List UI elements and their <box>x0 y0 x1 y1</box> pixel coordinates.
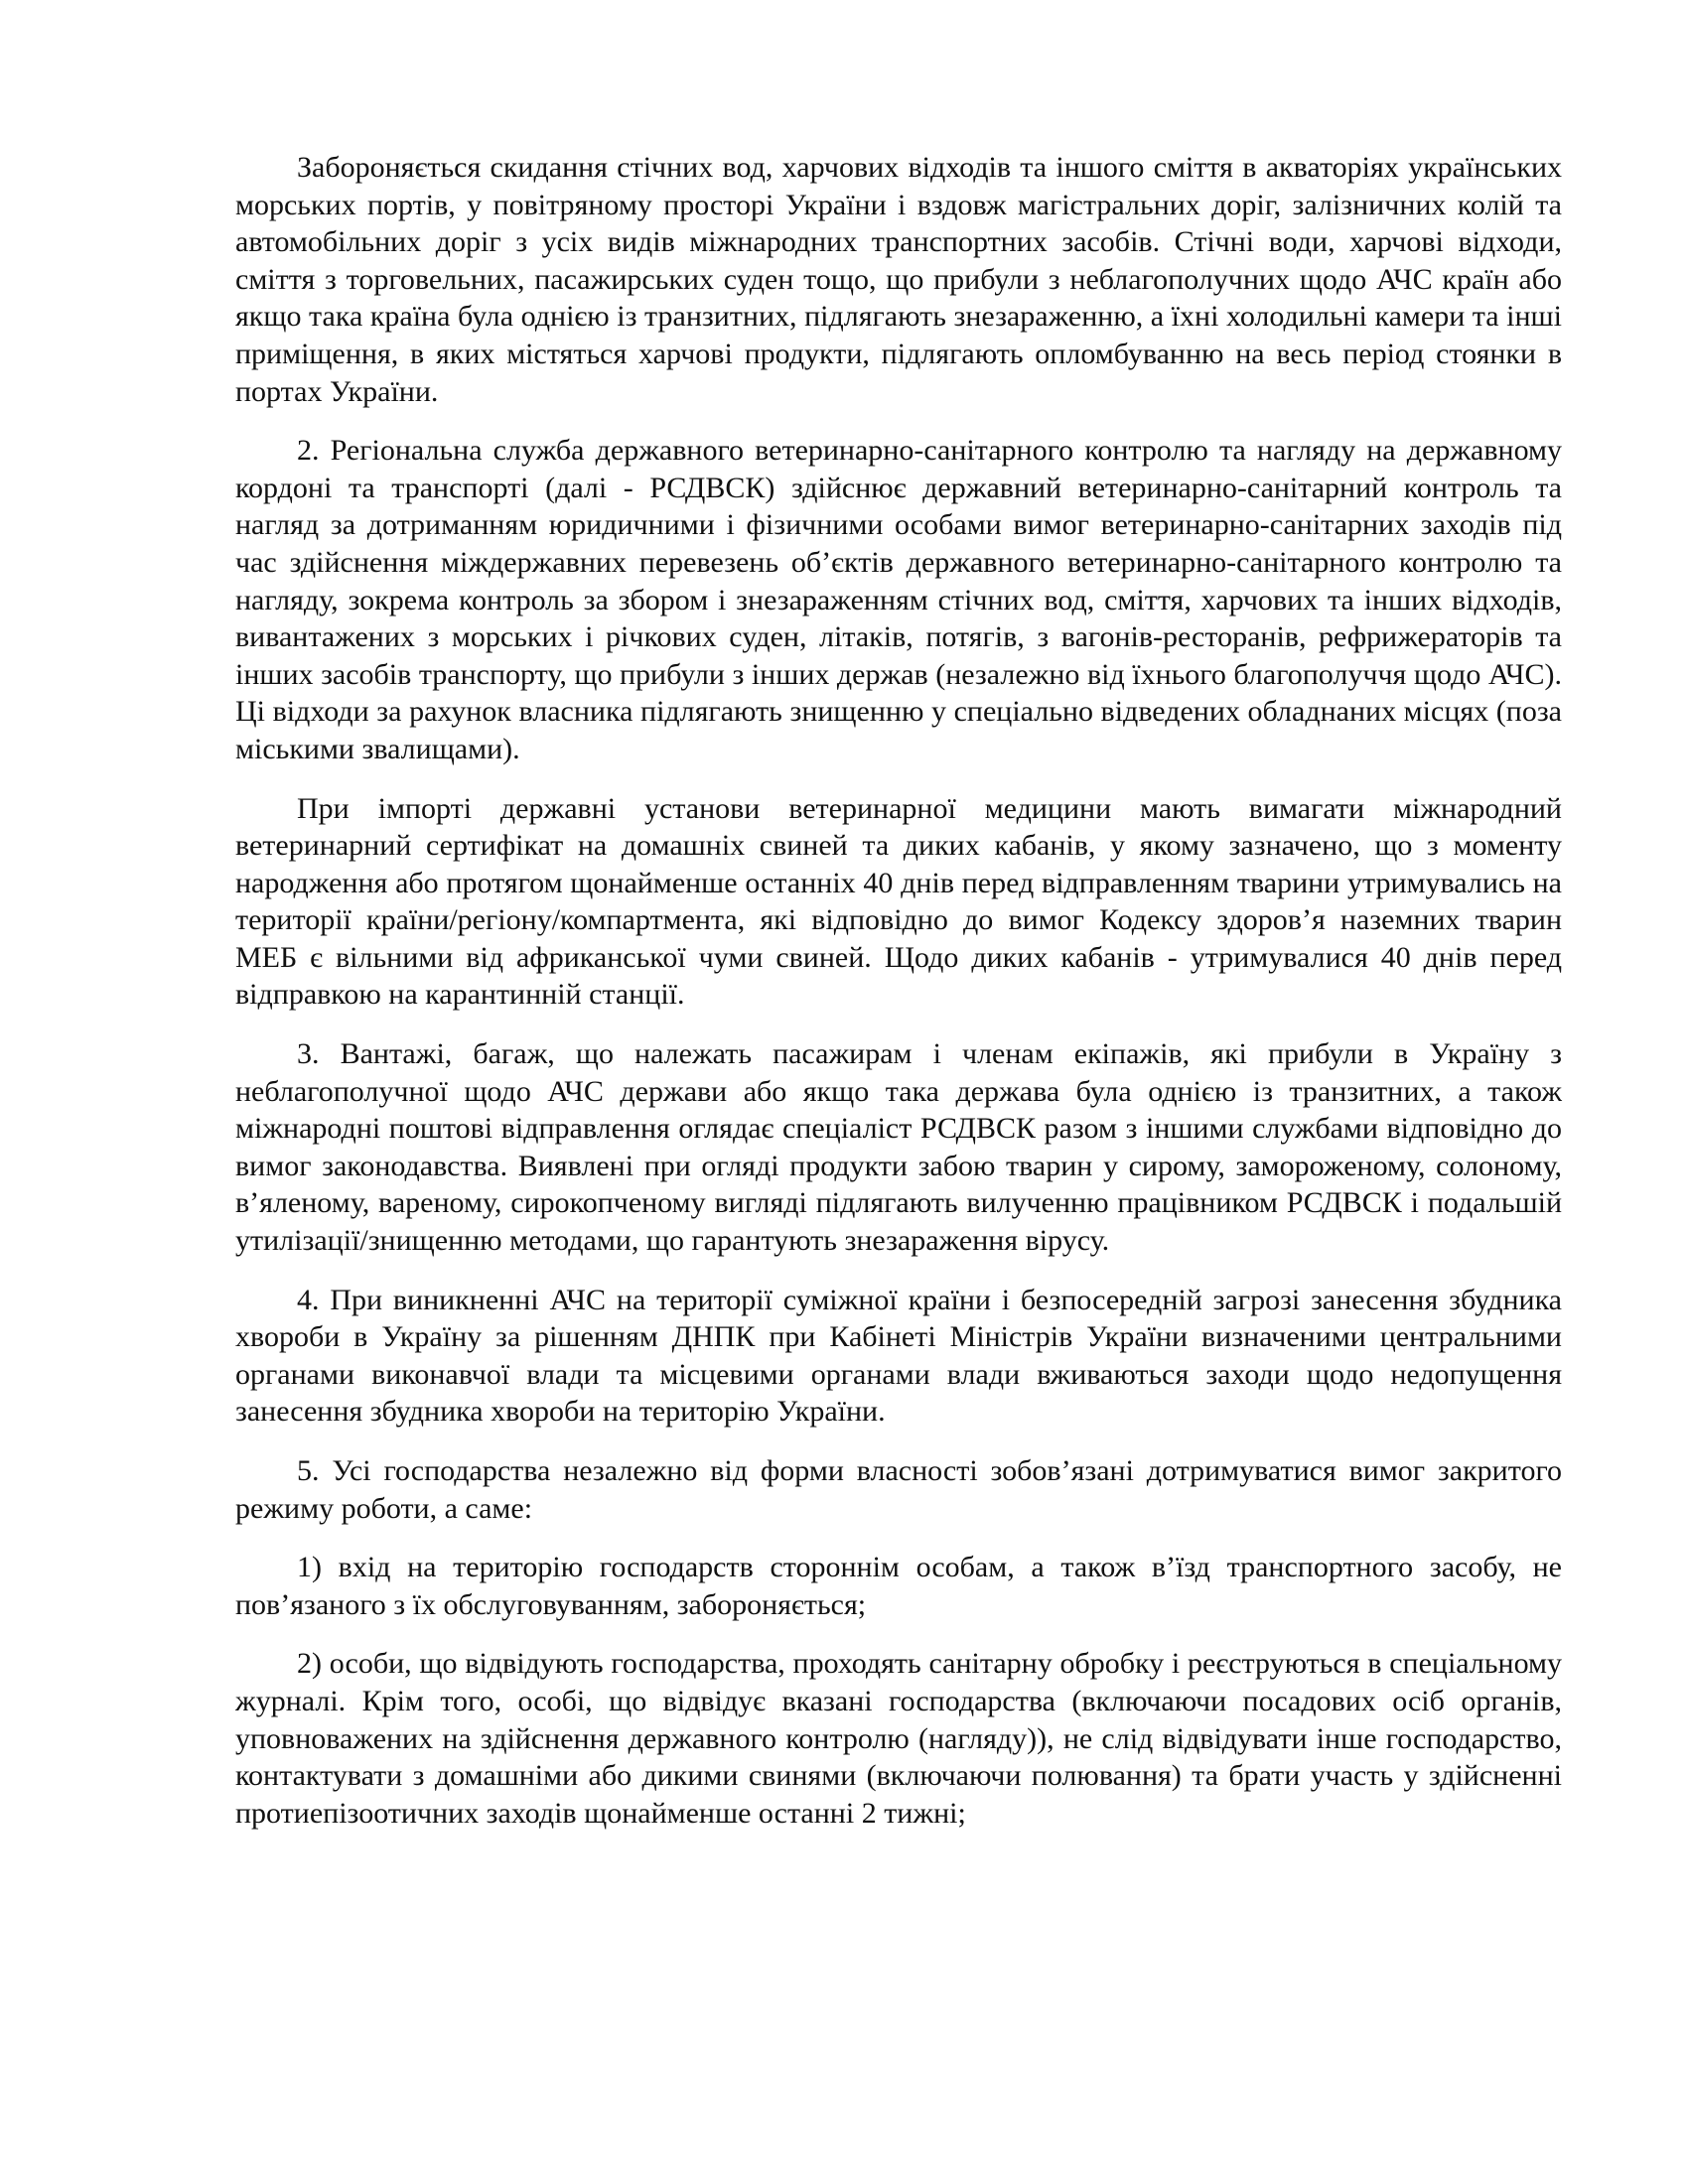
paragraph-import-certificate: При імпорті державні установи ветеринарної медицини мають вимагати міжнародний ветеринарний сертифікат на домашніх свиней та диких кабанів, у якому зазначено, що з моменту народження або протягом щонайменше останніх 40 днів перед відправленням тварини утримувались на території країни/регіону/компартмента, які відповідно до вимог Кодексу здоров’я наземних тварин МЕБ є вільними від африканської чуми свиней. Щодо диких кабанів - утримувалися 40 днів перед відправкою на карантинній станції. <box>235 791 1562 1012</box>
paragraph-5-2-visitors: 2) особи, що відвідують господарства, проходять санітарну обробку і реєструються в спеціальному журналі. Крім того, особі, що відвідує вказані господарства (включаючи посадових осіб органів, уповноважених на здійснення державного контролю (нагляду)), не слід відвідувати інше господарство, контактувати з домашніми або дикими свинями (включаючи полювання) та брати участь у здійсненні протиепізоотичних заходів щонайменше останні 2 тижні; <box>235 1647 1562 1830</box>
paragraph-3-cargo-inspection: 3. Вантажі, багаж, що належать пасажирам і членам екіпажів, які прибули в Україну з неблагополучної щодо АЧС держави або якщо така держава була однією із транзитних, а також міжнародні поштові відправлення оглядає спеціаліст РСДВСК разом з іншими службами відповідно до вимог законодавства. Виявлені при огляді продукти забою тварин у сирому, замороженому, солоному, в’яленому, вареному, сирокопченому вигляді підлягають вилученню працівником РСДВСК і подальшій утилізації/знищенню методами, що гарантують знезараження вірусу. <box>235 1037 1562 1258</box>
paragraph-waste-ban: Забороняється скидання стічних вод, харчових відходів та іншого сміття в акваторіях українських морських портів, у повітряному просторі України і вздовж магістральних доріг, залізничних колій та автомобільних доріг з усіх видів міжнародних транспортних засобів. Стічні води, харчові відходи, сміття з торговельних, пасажирських суден тощо, що прибули з неблагополучних щодо АЧС країн або якщо така країна була однією із транзитних, підлягають знезараженню, а їхні холодильні камери та інші приміщення, в яких містяться харчові продукти, підлягають опломбуванню на весь період стоянки в портах України. <box>235 151 1562 408</box>
paragraph-5-closed-regime: 5. Усі господарства незалежно від форми власності зобов’язані дотримуватися вимог закритого режиму роботи, а саме: <box>235 1454 1562 1525</box>
document-page <box>235 149 1562 1853</box>
paragraph-4-border-threat: 4. При виникненні АЧС на території суміжної країни і безпосередній загрозі занесення збудника хвороби в Україну за рішенням ДНПК при Кабінеті Міністрів України визначеними центральними органами виконавчої влади та місцевими органами влади вживаються заходи щодо недопущення занесення збудника хвороби на територію України. <box>235 1283 1562 1429</box>
paragraph-5-1-entry-ban: 1) вхід на територію господарств стороннім особам, а також в’їзд транспортного засобу, не пов’язаного з їх обслуговуванням, забороняється; <box>235 1551 1562 1621</box>
paragraph-2-rsdvsk-control: 2. Регіональна служба державного ветеринарно-санітарного контролю та нагляду на державному кордоні та транспорті (далі - РСДВСК) здійснює державний ветеринарно-санітарний контроль та нагляд за дотриманням юридичними і фізичними особами вимог ветеринарно-санітарних заходів під час здійснення міждержавних перевезень об’єктів державного ветеринарно-санітарного контролю та нагляду, зокрема контроль за збором і знезараженням стічних вод, сміття, харчових та інших відходів, вивантажених з морських і річкових суден, літаків, потягів, з вагонів-ресторанів, рефрижераторів та інших засобів транспорту, що прибули з інших держав (незалежно від їхнього благополуччя щодо АЧС). Ці відходи за рахунок власника підлягають знищенню у спеціально відведених обладнаних місцях (поза міськими звалищами). <box>235 434 1562 765</box>
